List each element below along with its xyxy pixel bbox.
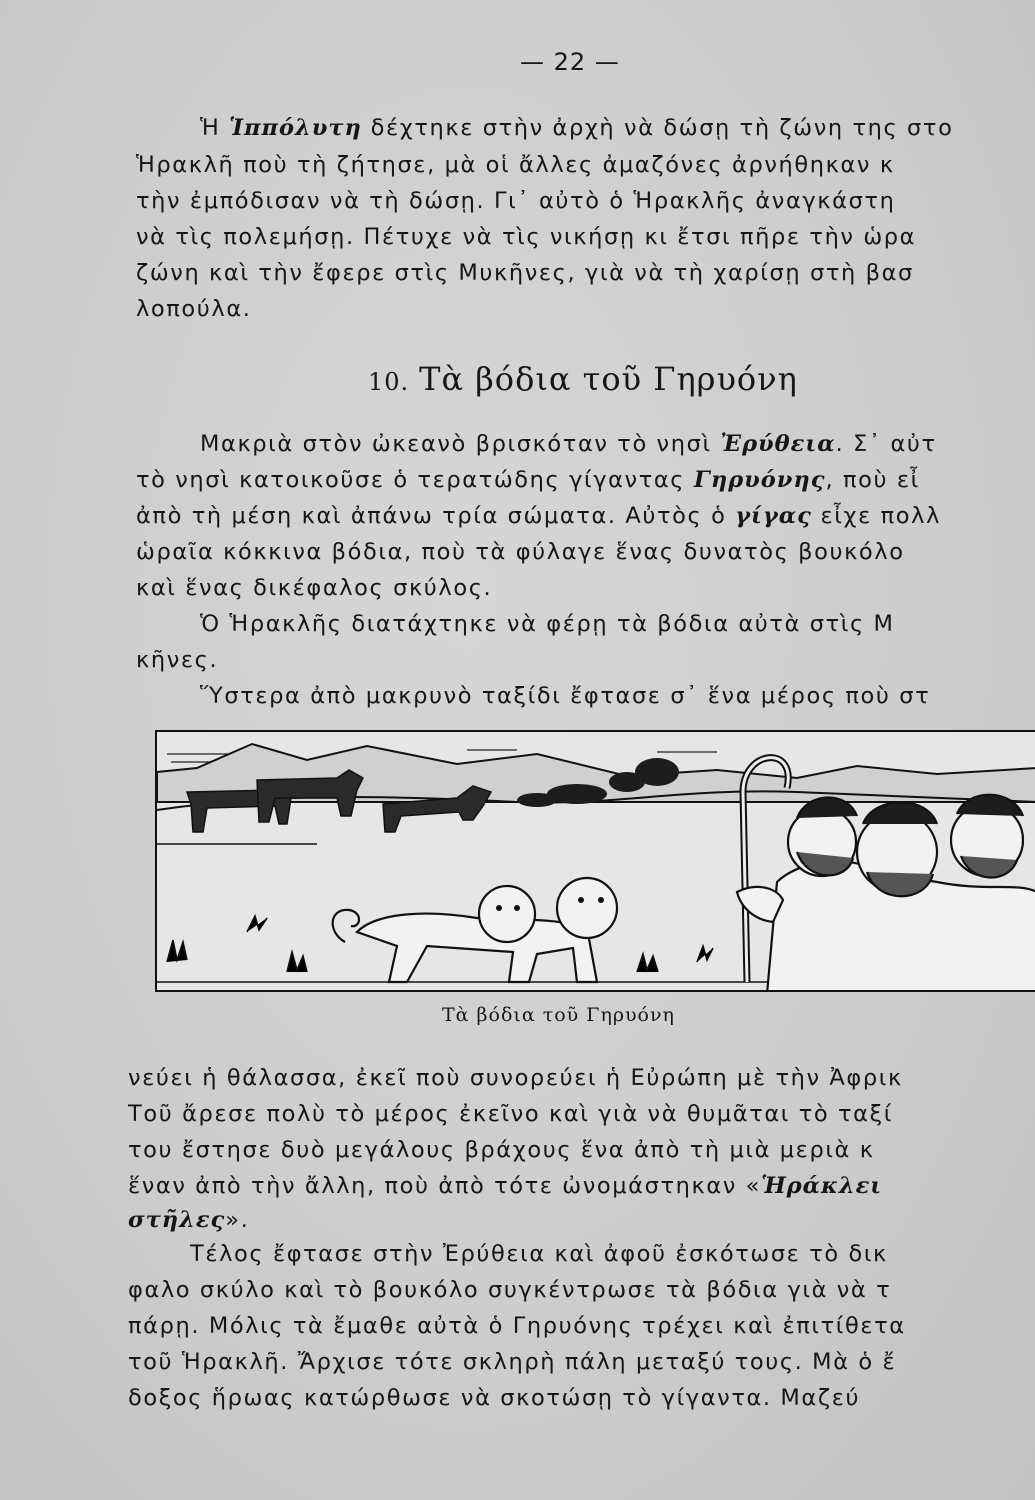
text-line: δοξος ἥρωας κατώρθωσε νὰ σκοτώσῃ τὸ γίγαντα. Μαζεύ bbox=[128, 1385, 861, 1411]
oxen-dog-herdsmen-illustration bbox=[157, 732, 1035, 992]
emphasized-name: στῆλες bbox=[128, 1207, 226, 1233]
section-title: Τὰ βόδια τοῦ Γηρυόνη bbox=[419, 360, 798, 398]
emphasized-name: Ἡράκλει bbox=[761, 1173, 883, 1199]
text-line: πάρῃ. Μόλις τὰ ἔμαθε αὐτὰ ὁ Γηρυόνης τρέχει καὶ ἐπιτίθετα bbox=[128, 1313, 906, 1339]
text-line: ζώνη καὶ τὴν ἔφερε στὶς Μυκῆνες, γιὰ νὰ τὴ χαρίσῃ στὴ βασ bbox=[136, 260, 914, 286]
text-line: ὡραῖα κόκκινα βόδια, ποὺ τὰ φύλαγε ἕνας δυνατὸς βουκόλο bbox=[136, 539, 905, 565]
illustration bbox=[155, 730, 1035, 992]
text-line: κῆνες. bbox=[136, 647, 219, 673]
section-number: 10. bbox=[368, 368, 410, 396]
text-line: τὸ νησὶ κατοικοῦσε ὁ τερατώδης γίγαντας Γηρυόνης, ποὺ εἶ bbox=[136, 467, 920, 493]
page-number: — 22 — bbox=[520, 48, 620, 76]
text-line: Ἡ Ἱππόλυτη δέχτηκε στὴν ἀρχὴ νὰ δώσῃ τὴ ζώνη της στο bbox=[200, 115, 954, 141]
emphasized-name: Γηρυόνης bbox=[693, 467, 826, 493]
text-line: Ὕστερα ἀπὸ μακρυνὸ ταξίδι ἔφτασε σ᾽ ἕνα μέρος ποὺ στ bbox=[200, 683, 931, 709]
text-line: λοπούλα. bbox=[136, 296, 252, 322]
text-line: νεύει ἡ θάλασσα, ἐκεῖ ποὺ συνορεύει ἡ Εὐρώπη μὲ τὴν Ἀφρικ bbox=[128, 1065, 903, 1091]
figure-caption: Τὰ βόδια τοῦ Γηρυόνη bbox=[442, 1004, 675, 1026]
text-line: τοῦ Ἡρακλῆ. Ἄρχισε τότε σκληρὴ πάλη μεταξύ τους. Μὰ ὁ ἔ bbox=[128, 1349, 897, 1375]
text-line: ἕναν ἀπὸ τὴν ἄλλη, ποὺ ἀπὸ τότε ὠνομάστηκαν «Ἡράκλει bbox=[128, 1173, 883, 1199]
text-line: καὶ ἕνας δικέφαλος σκύλος. bbox=[136, 575, 493, 601]
text-line: νὰ τὶς πολεμήσῃ. Πέτυχε νὰ τὶς νικήσῃ κι ἔτσι πῆρε τὴν ὡρα bbox=[136, 224, 917, 250]
text-line: στῆλες». bbox=[128, 1207, 250, 1233]
text-line: ἀπὸ τὴ μέση καὶ ἀπάνω τρία σώματα. Αὐτὸς ὁ γίγας εἶχε πολλ bbox=[136, 503, 941, 529]
text-line: Ὁ Ἡρακλῆς διατάχτηκε νὰ φέρῃ τὰ βόδια αὐτὰ στὶς Μ bbox=[200, 611, 895, 637]
text-line: τὴν ἐμπόδισαν νὰ τὴ δώσῃ. Γι᾽ αὐτὸ ὁ Ἡρακλῆς ἀναγκάστη bbox=[136, 188, 896, 214]
text-line: Τοῦ ἄρεσε πολὺ τὸ μέρος ἐκεῖνο καὶ γιὰ νὰ θυμᾶται τὸ ταξί bbox=[128, 1101, 893, 1127]
section-heading bbox=[368, 360, 798, 398]
emphasized-name: γίγας bbox=[735, 503, 812, 529]
text-line: φαλο σκύλο καὶ τὸ βουκόλο συγκέντρωσε τὰ βόδια γιὰ νὰ τ bbox=[128, 1277, 892, 1303]
emphasized-name: Ἐρύθεια bbox=[720, 431, 836, 457]
text-line: Τέλος ἔφτασε στὴν Ἐρύθεια καὶ ἀφοῦ ἐσκότωσε τὸ δικ bbox=[190, 1241, 888, 1267]
text-line: Ἡρακλῆ ποὺ τὴ ζήτησε, μὰ οἱ ἄλλες ἀμαζόνες ἀρνήθηκαν κ bbox=[136, 152, 895, 178]
text-line: Μακριὰ στὸν ὠκεανὸ βρισκόταν τὸ νησὶ Ἐρύθεια. Σ᾽ αὐτ bbox=[200, 431, 937, 457]
text-line: του ἔστησε δυὸ μεγάλους βράχους ἕνα ἀπὸ τὴ μιὰ μεριὰ κ bbox=[128, 1137, 875, 1163]
emphasized-name: Ἱππόλυτη bbox=[229, 115, 362, 141]
